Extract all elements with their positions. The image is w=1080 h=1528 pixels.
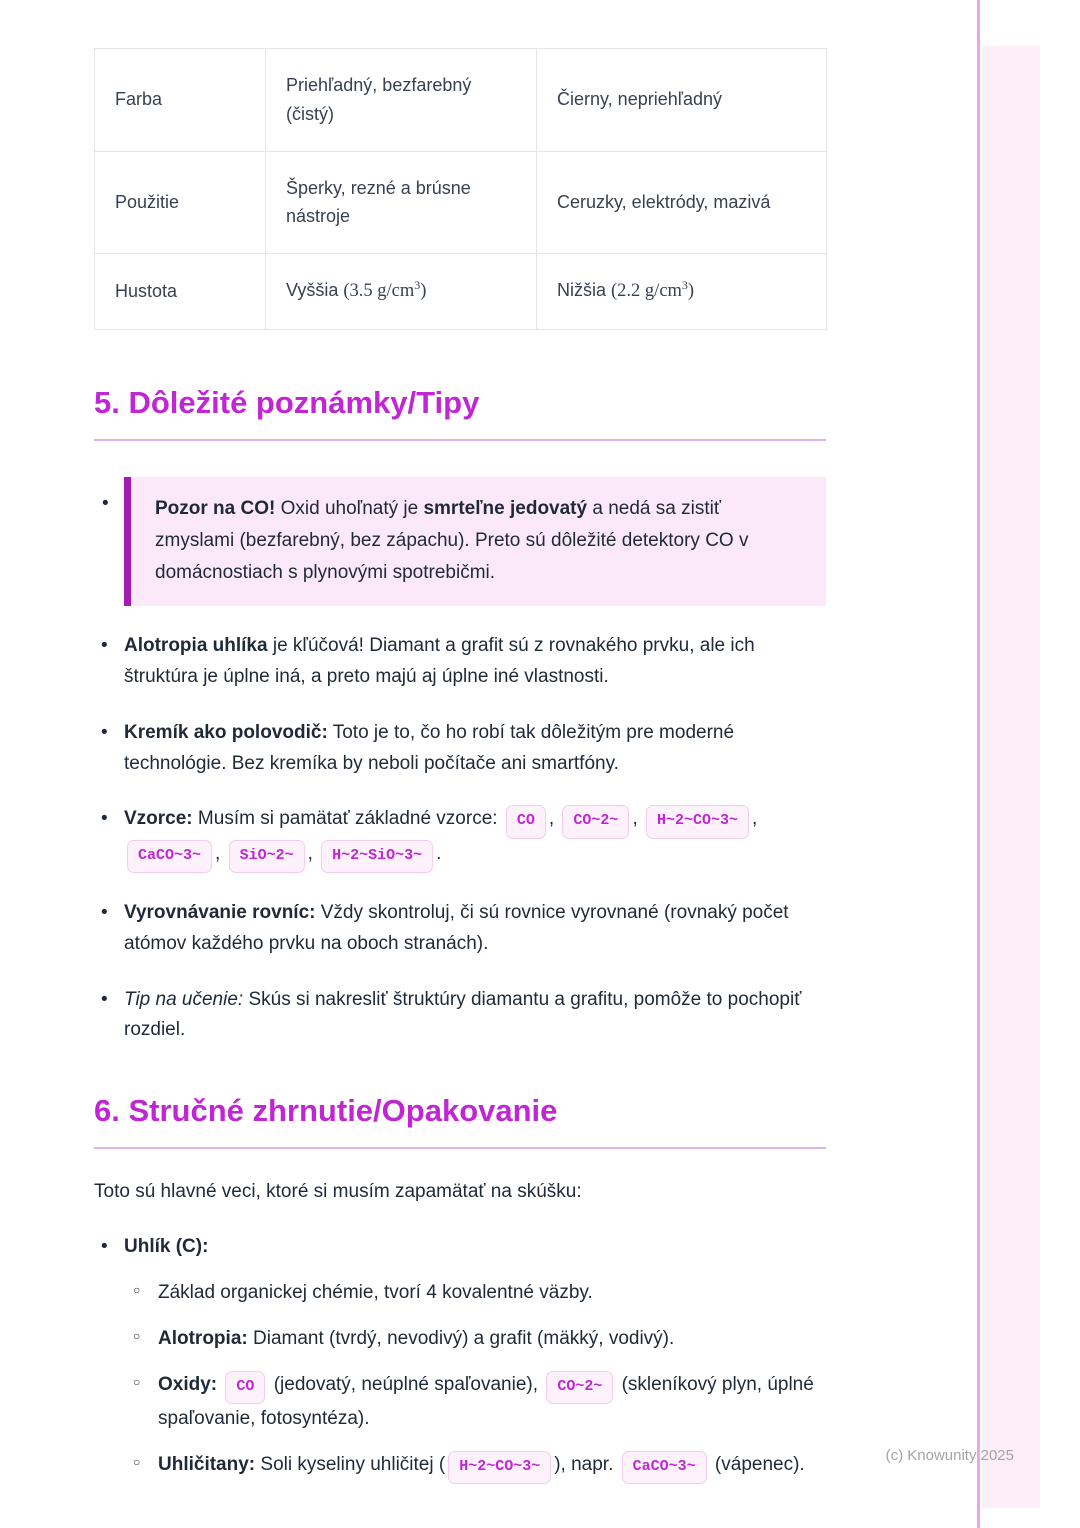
list-item-kremik [94, 718, 826, 780]
item-text: (vápenec). [709, 1453, 805, 1475]
math-end: ) [687, 281, 695, 302]
math-sup: 3 [414, 278, 421, 293]
callout-text-2: a nedá sa zistiť zmyslami (bezfarebný, bez zápachu). Preto sú dôležité detektory CO v domácnostiach s plynovými spotrebičmi. [155, 497, 749, 583]
math-base: (3.5 g/cm [343, 281, 415, 302]
density-math [343, 278, 427, 302]
bold-lead: Alotropia uhlíka [124, 635, 268, 657]
item-text: Musím si pamätať základné vzorce: [192, 808, 503, 830]
row-label-farba: Farba [95, 49, 266, 152]
list-item-vzorce [94, 804, 826, 873]
italic-lead: Tip na učenie: [124, 988, 244, 1010]
watermark: (c) Knowunity 2025 [885, 1447, 1014, 1464]
hustota-diamond-cell [266, 254, 537, 330]
document-content [94, 0, 826, 1484]
hustota-graphite-text: Nižšia [557, 280, 612, 301]
separator: , [215, 842, 221, 864]
table-row-farba [95, 49, 827, 152]
callout-text [155, 493, 802, 589]
math-base: (2.2 g/cm [611, 281, 682, 302]
item-text: (jedovatý, neúplné spaľovanie), [268, 1373, 544, 1395]
formula-chip-co2: CO~2~ [546, 1371, 613, 1404]
pouzitie-diamond-cell: Šperky, rezné a brúsne nástroje [266, 151, 537, 254]
page-edge-strip [982, 46, 1040, 1508]
list-item-tip [94, 985, 826, 1047]
separator: , [307, 842, 313, 864]
item-text: ), napr. [554, 1453, 619, 1475]
item-text: Soli kyseliny uhličitej ( [255, 1453, 446, 1475]
row-label-pouzitie: Použitie [95, 151, 266, 254]
formula-chip-h2co3: H~2~CO~3~ [448, 1451, 551, 1484]
sub-item-alotropia [124, 1324, 826, 1355]
callout-text-1: Oxid uhoľnatý je [275, 497, 424, 519]
formula-chip-h2sio3: H~2~SiO~3~ [321, 840, 433, 873]
comparison-table [94, 48, 827, 330]
list-item-alotropia [94, 631, 826, 693]
uhlik-sublist [124, 1278, 826, 1484]
list-item-uhlik [94, 1232, 826, 1484]
farba-graphite-cell: Čierny, nepriehľadný [537, 49, 827, 152]
bold-lead: Oxidy: [158, 1373, 218, 1395]
item-text: Vždy skontroluj, či sú rovnice vyrovnané (rovnaký počet atómov každého prvku na oboch stranách). [124, 902, 789, 954]
bold-lead: Vzorce: [124, 808, 193, 830]
formula-chip-caco3: CaCO~3~ [622, 1451, 707, 1484]
bold-lead: Uhlík (C): [124, 1236, 209, 1258]
formula-chip-h2co3: H~2~CO~3~ [646, 805, 749, 838]
item-text: Skús si nakresliť štruktúry diamantu a grafitu, pomôže to pochopiť rozdiel. [124, 988, 802, 1041]
callout-bold-lead: Pozor na CO! [155, 497, 276, 519]
section-5-heading: 5. Dôležité poznámky/Tipy [94, 384, 826, 441]
section-6-heading: 6. Stručné zhrnutie/Opakovanie [94, 1092, 826, 1149]
farba-diamond-cell: Priehľadný, bezfarebný (čistý) [266, 49, 537, 152]
table-row-hustota [95, 254, 827, 330]
summary-intro: Toto sú hlavné veci, ktoré si musím zapamätať na skúšku: [94, 1180, 582, 1202]
formula-chip-caco3: CaCO~3~ [127, 840, 212, 873]
bold-lead: Alotropia: [158, 1327, 248, 1349]
math-end: ) [420, 281, 427, 302]
table-row-pouzitie [95, 151, 827, 254]
density-math [611, 278, 695, 302]
sub-item-uhlicitany [124, 1450, 826, 1484]
item-text: Základ organickej chémie, tvorí 4 kovalentné väzby. [158, 1282, 593, 1304]
item-text: Toto je to, čo ho robí tak dôležitým pre moderné technológie. Bez kremíka by neboli počítače ani smartfóny. [124, 721, 735, 774]
hustota-diamond-text: Vyššia [286, 280, 344, 301]
formula-chip-co: CO [225, 1371, 265, 1404]
separator: . [436, 842, 442, 864]
callout-list-item [94, 477, 826, 607]
formula-chip-co: CO [506, 805, 546, 838]
item-text: Diamant (tvrdý, nevodivý) a grafit (mäkký, vodivý). [247, 1327, 675, 1349]
bold-lead: Kremík ako polovodič: [124, 721, 328, 743]
item-text: je kľúčová! Diamant a grafit sú z rovnakého prvku, ale ich štruktúra je úplne iná, a preto majú aj úplne iné vlastnosti. [124, 635, 755, 688]
separator: , [632, 808, 638, 830]
page-edge-line [977, 0, 980, 1528]
bold-lead: Vyrovnávanie rovníc: [124, 902, 316, 924]
callout-bold-2: smrteľne jedovatý [423, 497, 588, 519]
formula-chip-co2: CO~2~ [562, 805, 629, 838]
warning-callout [124, 477, 826, 607]
pouzitie-graphite-cell: Ceruzky, elektródy, mazivá [537, 151, 827, 254]
separator: , [548, 808, 555, 830]
summary-list [94, 1232, 826, 1484]
notes-list [94, 631, 826, 1046]
math-sup: 3 [681, 278, 688, 293]
sub-item-zaklad [124, 1278, 826, 1309]
item-text: (skleníkový plyn, úplné spaľovanie, fotosyntéza). [158, 1373, 814, 1429]
list-item-vyrovnavanie [94, 898, 826, 960]
sub-item-oxidy [124, 1370, 826, 1435]
formula-chip-sio2: SiO~2~ [229, 840, 305, 873]
bold-lead: Uhličitany: [158, 1453, 256, 1475]
hustota-graphite-cell [537, 254, 827, 330]
separator: , [752, 808, 758, 830]
row-label-hustota: Hustota [95, 254, 266, 330]
